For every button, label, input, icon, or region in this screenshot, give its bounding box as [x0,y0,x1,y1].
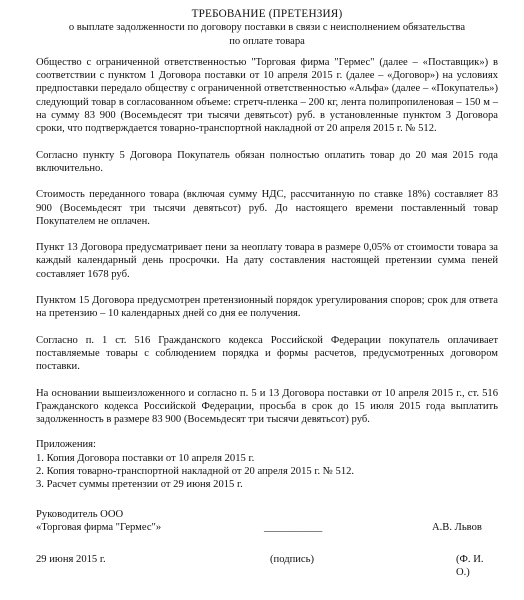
signer-organization: «Торговая фирма "Гермес"» [36,521,162,533]
signature-block [36,508,498,579]
paragraph-delivery: Общество с ограниченной ответственностью "Торговая фирма "Гермес" (далее – «Поставщик») в соответствии с пунктом 1 Договора поставки от 10 апреля 2015 г. (далее – «Договор») на условиях предпоставки передало обществу с ограниченной ответственностью «Альфа» (далее – «Покупатель») следующий товар в согласованном объеме: стретч-пленка – 200 кг, лента полипропиленовая – 150 м – на сумму 83 900 (Восемьдесят три тысячи девятьсот) руб. в установленные пунктом 3 Договора сроки, что подтверждается товарно-транспортной накладной от 20 апреля 2015 г. № 512. [36,56,498,135]
attachments-section [36,438,498,491]
signature-row [36,521,498,535]
signature-blank-line: ___________ [264,521,323,533]
attachment-item: 2. Копия товарно-транспортной накладной от 20 апреля 2015 г. № 512. [36,466,355,478]
paragraph-goods-cost: Стоимость переданного товара (включая сумму НДС, рассчитанную по ставке 18%) составляет 83 900 (Восемьдесят три тысячи девятьсот) руб. До настоящего времени поставленный товар Покупателем не оплачен. [36,189,498,227]
attachments-list [36,452,498,492]
paragraph-demand: На основании вышеизложенного и согласно п. 5 и 13 Договора поставки от 10 апреля 2015 г., ст. 516 Гражданского кодекса Российской Федерации, просьба в срок до 15 июля 2015 года выплатить задолженность в размере 83 900 (Восемьдесят три тысячи девятьсот) руб. [36,387,498,426]
signature-caption-row [36,553,498,579]
paragraph-penalty: Пункт 13 Договора предусматривает пени за неоплату товара в размере 0,05% от стоимости товара за каждый календарный день просрочки. На дату составления настоящей претензии сумма пеней составляет 1678 руб. [36,242,498,280]
signer-name: А.В. Львов [432,521,482,533]
document-date: 29 июня 2015 г. [36,553,106,565]
signer-position: Руководитель ООО [36,508,124,520]
document-subtitle-line-1: о выплате задолженности по договору поставки в связи с неисполнением обязательства [68,22,466,34]
attachment-item: 3. Расчет суммы претензии от 29 июня 2015 г. [36,479,243,491]
signature-caption: (подпись) [270,553,314,565]
attachments-label: Приложения: [36,439,96,451]
attachment-item: 1. Копия Договора поставки от 10 апреля 2015 г. [36,452,255,464]
document-subtitle-line-2: по оплате товара [229,35,305,47]
name-caption: (Ф. И. О.) [456,553,484,579]
paragraph-payment-term: Согласно пункту 5 Договора Покупатель обязан полностью оплатить товар до 20 мая 2015 года включительно. [36,149,498,174]
document-page [36,8,498,579]
paragraph-claim-procedure: Пунктом 15 Договора предусмотрен претензионный порядок урегулирования споров; срок для ответа на претензию – 10 календарных дней со дня ее получения. [36,295,498,320]
document-header [36,8,498,48]
document-title: ТРЕБОВАНИЕ (ПРЕТЕНЗИЯ) [191,8,343,20]
paragraph-civil-code: Согласно п. 1 ст. 516 Гражданского кодекса Российской Федерации покупатель оплачивает поставляемые товары с соблюдением порядка и формы расчетов, предусмотренных договором поставки. [36,334,498,373]
